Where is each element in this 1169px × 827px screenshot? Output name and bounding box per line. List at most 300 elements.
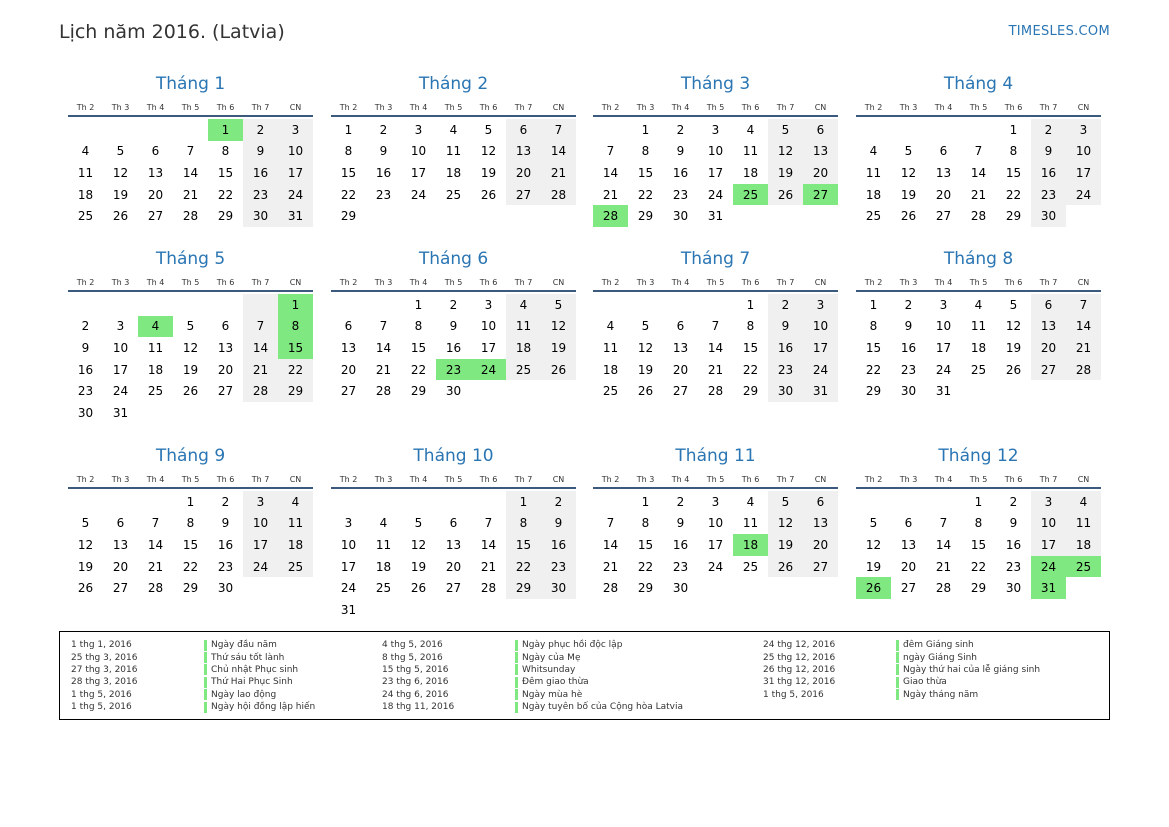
legend-item: [71, 664, 315, 676]
day-cell: 14: [243, 337, 278, 359]
day-cell: 18: [1066, 534, 1101, 556]
day-cell: 11: [1066, 513, 1101, 535]
legend-name: ngày Giáng Sinh: [903, 652, 978, 663]
month-title: Tháng 11: [675, 446, 756, 466]
empty-day-cell: [803, 577, 838, 599]
month-block: [593, 446, 838, 599]
weekday-label: Th 7: [514, 103, 533, 112]
day-cell: 15: [865, 340, 882, 355]
legend-marker: [515, 689, 518, 700]
day-cell: 24: [707, 559, 724, 574]
day-cell: 15: [637, 537, 654, 552]
day-cell: 25: [278, 556, 313, 578]
day-cell: 8: [641, 516, 650, 531]
legend-item: [71, 651, 315, 663]
holiday-day-cell: 26: [856, 577, 891, 599]
day-cell: 9: [221, 516, 230, 531]
day-cell: 11: [278, 513, 313, 535]
day-cell: 29: [742, 384, 759, 399]
day-cell: 17: [112, 362, 129, 377]
legend-marker: [896, 664, 899, 675]
day-cell: 3: [344, 516, 353, 531]
weekday-label: Th 6: [216, 278, 235, 287]
day-cell: 4: [746, 494, 755, 509]
day-cell: 28: [602, 581, 619, 596]
day-cell: 9: [81, 340, 90, 355]
day-cell: 29: [340, 209, 357, 224]
weekday-header: [68, 277, 313, 292]
weekday-label: Th 5: [969, 475, 988, 484]
weekday-label: Th 2: [76, 475, 95, 484]
day-cell: 15: [1005, 165, 1022, 180]
holiday-day-cell: 8: [278, 316, 313, 338]
weekday-label: Th 2: [339, 475, 358, 484]
day-cell: 20: [900, 559, 917, 574]
day-cell: 1: [344, 122, 353, 137]
weekday-label: CN: [814, 278, 827, 287]
day-cell: 11: [445, 144, 462, 159]
day-cell: 6: [1031, 294, 1066, 316]
day-cell: 26: [1005, 362, 1022, 377]
day-cell: 23: [217, 559, 234, 574]
day-grid: [856, 119, 1101, 227]
day-cell: 29: [278, 380, 313, 402]
day-cell: 9: [379, 144, 388, 159]
day-cell: 19: [77, 559, 94, 574]
day-cell: 14: [935, 537, 952, 552]
month-block: [856, 74, 1101, 227]
day-cell: 24: [112, 384, 129, 399]
day-cell: 15: [970, 537, 987, 552]
empty-day-cell: [366, 294, 401, 316]
day-grid: [68, 294, 313, 424]
day-cell: 3: [243, 491, 278, 513]
month-title: Tháng 12: [938, 446, 1019, 466]
day-cell: 27: [445, 581, 462, 596]
weekday-header: [856, 474, 1101, 489]
day-cell: 14: [541, 141, 576, 163]
day-grid: [856, 294, 1101, 402]
brand-link[interactable]: TIMESLES.COM: [1008, 24, 1110, 39]
legend-date: 1 thg 1, 2016: [71, 640, 132, 651]
legend-date: 4 thg 5, 2016: [382, 640, 443, 651]
weekday-header: [856, 277, 1101, 292]
month-title: Tháng 7: [680, 249, 751, 269]
day-cell: 25: [147, 384, 164, 399]
day-cell: 3: [803, 294, 838, 316]
weekday-label: Th 7: [776, 475, 795, 484]
day-cell: 7: [541, 119, 576, 141]
day-cell: 5: [869, 516, 878, 531]
day-cell: 19: [112, 187, 129, 202]
day-cell: 21: [480, 559, 497, 574]
day-cell: 17: [410, 165, 427, 180]
day-cell: 29: [1005, 209, 1022, 224]
day-cell: 12: [541, 316, 576, 338]
day-cell: 27: [900, 581, 917, 596]
day-cell: 21: [182, 187, 199, 202]
day-grid: [68, 491, 313, 599]
weekday-label: Th 5: [181, 278, 200, 287]
legend-item: [382, 651, 683, 663]
empty-day-cell: [68, 491, 103, 513]
legend-name: Whitsunday: [522, 664, 576, 675]
weekday-label: CN: [814, 475, 827, 484]
day-cell: 28: [707, 384, 724, 399]
day-cell: 8: [641, 144, 650, 159]
day-cell: 2: [676, 494, 685, 509]
day-cell: 25: [445, 187, 462, 202]
day-cell: 19: [410, 559, 427, 574]
day-cell: 4: [974, 297, 983, 312]
weekday-label: Th 6: [479, 475, 498, 484]
day-cell: 1: [506, 491, 541, 513]
day-cell: 30: [541, 577, 576, 599]
empty-day-cell: [506, 599, 541, 621]
day-cell: 18: [506, 337, 541, 359]
legend-name: Đêm giao thừa: [522, 677, 589, 688]
empty-day-cell: [698, 577, 733, 599]
day-grid: [593, 294, 838, 402]
day-cell: 23: [672, 187, 689, 202]
weekday-label: Th 7: [1039, 103, 1058, 112]
day-cell: 27: [803, 556, 838, 578]
empty-day-cell: [541, 599, 576, 621]
month-title: Tháng 10: [413, 446, 494, 466]
empty-day-cell: [891, 119, 926, 141]
day-cell: 9: [676, 144, 685, 159]
day-cell: 30: [243, 205, 278, 227]
weekday-label: Th 7: [776, 103, 795, 112]
legend-date: 28 thg 3, 2016: [71, 677, 138, 688]
day-cell: 3: [484, 297, 493, 312]
day-cell: 3: [116, 319, 125, 334]
legend-item: [71, 701, 315, 713]
day-cell: 7: [974, 144, 983, 159]
day-cell: 12: [900, 165, 917, 180]
day-cell: 2: [221, 494, 230, 509]
weekday-label: Th 7: [1039, 475, 1058, 484]
legend-item: [382, 689, 683, 701]
day-cell: 23: [672, 559, 689, 574]
empty-day-cell: [593, 491, 628, 513]
empty-day-cell: [243, 577, 278, 599]
weekday-header: [593, 277, 838, 292]
day-cell: 21: [1066, 337, 1101, 359]
day-cell: 28: [541, 184, 576, 206]
day-cell: 14: [147, 537, 164, 552]
day-cell: 18: [278, 534, 313, 556]
day-cell: 6: [676, 319, 685, 334]
day-cell: 1: [746, 297, 755, 312]
month-block: [856, 446, 1101, 599]
day-cell: 5: [186, 319, 195, 334]
month-title: Tháng 9: [155, 446, 226, 466]
day-cell: 10: [278, 141, 313, 163]
day-cell: 11: [742, 516, 759, 531]
day-cell: 19: [768, 162, 803, 184]
day-cell: 21: [970, 187, 987, 202]
day-cell: 22: [742, 362, 759, 377]
day-cell: 17: [1031, 534, 1066, 556]
legend-item: [763, 689, 1040, 701]
day-cell: 6: [449, 516, 458, 531]
day-cell: 8: [869, 319, 878, 334]
empty-day-cell: [331, 491, 366, 513]
day-cell: 30: [672, 581, 689, 596]
day-cell: 7: [939, 516, 948, 531]
day-cell: 16: [672, 165, 689, 180]
day-cell: 30: [900, 384, 917, 399]
day-cell: 20: [112, 559, 129, 574]
day-grid: [331, 119, 576, 227]
day-cell: 26: [480, 187, 497, 202]
day-cell: 4: [506, 294, 541, 316]
day-cell: 12: [768, 141, 803, 163]
day-cell: 24: [707, 187, 724, 202]
day-cell: 29: [506, 577, 541, 599]
day-cell: 20: [217, 362, 234, 377]
day-cell: 4: [869, 144, 878, 159]
weekday-label: Th 6: [741, 475, 760, 484]
empty-day-cell: [663, 294, 698, 316]
day-cell: 13: [217, 340, 234, 355]
day-cell: 29: [637, 581, 654, 596]
day-cell: 9: [449, 319, 458, 334]
day-cell: 8: [344, 144, 353, 159]
weekday-label: CN: [552, 103, 565, 112]
day-cell: 6: [939, 144, 948, 159]
day-cell: 5: [904, 144, 913, 159]
day-cell: 18: [970, 340, 987, 355]
day-cell: 4: [449, 122, 458, 137]
holiday-day-cell: 18: [733, 534, 768, 556]
day-cell: 25: [865, 209, 882, 224]
legend-marker: [515, 664, 518, 675]
day-cell: 25: [375, 581, 392, 596]
day-cell: 28: [935, 581, 952, 596]
weekday-label: CN: [1077, 475, 1090, 484]
weekday-label: Th 6: [741, 103, 760, 112]
weekday-label: Th 5: [181, 475, 200, 484]
day-cell: 1: [974, 494, 983, 509]
empty-day-cell: [138, 402, 173, 424]
month-title: Tháng 2: [418, 74, 489, 94]
legend-marker: [515, 702, 518, 713]
day-cell: 6: [151, 144, 160, 159]
empty-day-cell: [733, 205, 768, 227]
day-cell: 30: [77, 405, 94, 420]
weekday-label: Th 2: [76, 103, 95, 112]
day-cell: 29: [970, 581, 987, 596]
weekday-label: Th 4: [671, 475, 690, 484]
empty-day-cell: [891, 491, 926, 513]
day-cell: 28: [970, 209, 987, 224]
day-cell: 18: [742, 165, 759, 180]
weekday-label: CN: [552, 278, 565, 287]
empty-day-cell: [541, 380, 576, 402]
day-cell: 28: [480, 581, 497, 596]
day-cell: 21: [602, 187, 619, 202]
weekday-label: Th 5: [444, 278, 463, 287]
weekday-label: Th 7: [776, 278, 795, 287]
day-cell: 3: [711, 494, 720, 509]
day-cell: 16: [243, 162, 278, 184]
day-cell: 23: [243, 184, 278, 206]
day-cell: 16: [900, 340, 917, 355]
day-cell: 26: [112, 209, 129, 224]
day-cell: 22: [340, 187, 357, 202]
day-cell: 12: [182, 340, 199, 355]
day-cell: 25: [742, 559, 759, 574]
legend-column: [71, 639, 315, 713]
day-cell: 28: [375, 384, 392, 399]
weekday-label: Th 2: [339, 278, 358, 287]
weekday-label: Th 5: [706, 475, 725, 484]
empty-day-cell: [593, 294, 628, 316]
weekday-label: Th 4: [671, 103, 690, 112]
day-cell: 13: [340, 340, 357, 355]
day-cell: 13: [1031, 316, 1066, 338]
day-cell: 22: [1005, 187, 1022, 202]
weekday-label: Th 3: [636, 475, 655, 484]
day-cell: 11: [865, 165, 882, 180]
weekday-label: CN: [289, 103, 302, 112]
legend-marker: [896, 677, 899, 688]
weekday-label: Th 3: [636, 278, 655, 287]
weekday-header: [593, 102, 838, 117]
day-cell: 13: [803, 141, 838, 163]
month-title: Tháng 6: [418, 249, 489, 269]
day-cell: 1: [869, 297, 878, 312]
day-cell: 12: [480, 144, 497, 159]
day-cell: 11: [77, 165, 94, 180]
day-cell: 8: [506, 513, 541, 535]
day-cell: 5: [484, 122, 493, 137]
day-cell: 8: [974, 516, 983, 531]
legend-item: [71, 639, 315, 651]
day-cell: 8: [186, 516, 195, 531]
day-cell: 13: [900, 537, 917, 552]
day-cell: 16: [77, 362, 94, 377]
month-block: [593, 74, 838, 227]
legend-marker: [204, 652, 207, 663]
legend-date: 24 thg 6, 2016: [382, 689, 449, 700]
day-cell: 12: [112, 165, 129, 180]
weekday-label: Th 5: [181, 103, 200, 112]
weekday-label: Th 3: [374, 278, 393, 287]
empty-day-cell: [733, 577, 768, 599]
day-cell: 22: [865, 362, 882, 377]
weekday-label: Th 6: [1004, 103, 1023, 112]
weekday-label: Th 2: [339, 103, 358, 112]
weekday-label: CN: [289, 278, 302, 287]
day-cell: 16: [1005, 537, 1022, 552]
day-cell: 12: [1005, 319, 1022, 334]
day-cell: 8: [414, 319, 423, 334]
day-cell: 15: [340, 165, 357, 180]
weekday-header: [593, 474, 838, 489]
day-cell: 23: [1031, 184, 1066, 206]
day-cell: 16: [541, 534, 576, 556]
legend-marker: [204, 689, 207, 700]
day-cell: 22: [970, 559, 987, 574]
day-cell: 16: [672, 537, 689, 552]
day-cell: 18: [147, 362, 164, 377]
day-cell: 13: [445, 537, 462, 552]
day-cell: 27: [506, 184, 541, 206]
day-cell: 17: [278, 162, 313, 184]
day-cell: 7: [484, 516, 493, 531]
day-cell: 20: [935, 187, 952, 202]
legend-name: Ngày thứ hai của lễ giáng sinh: [903, 664, 1041, 675]
day-cell: 14: [707, 340, 724, 355]
day-cell: 10: [803, 316, 838, 338]
day-cell: 30: [672, 209, 689, 224]
day-cell: 30: [1005, 581, 1022, 596]
day-cell: 26: [182, 384, 199, 399]
empty-day-cell: [436, 205, 471, 227]
day-cell: 9: [1009, 516, 1018, 531]
weekday-label: CN: [552, 475, 565, 484]
month-block: [68, 74, 313, 227]
day-cell: 1: [641, 494, 650, 509]
weekday-label: Th 3: [111, 278, 130, 287]
weekday-label: Th 2: [601, 103, 620, 112]
day-cell: 20: [672, 362, 689, 377]
legend-date: 26 thg 12, 2016: [763, 664, 836, 675]
month-block: [593, 249, 838, 402]
day-cell: 20: [803, 534, 838, 556]
day-cell: 10: [480, 319, 497, 334]
empty-day-cell: [401, 205, 436, 227]
weekday-label: Th 5: [969, 278, 988, 287]
day-cell: 1: [186, 494, 195, 509]
day-cell: 22: [182, 559, 199, 574]
legend-date: 1 thg 5, 2016: [71, 702, 132, 713]
day-cell: 5: [1009, 297, 1018, 312]
day-cell: 26: [768, 556, 803, 578]
day-cell: 22: [410, 362, 427, 377]
day-cell: 20: [445, 559, 462, 574]
day-cell: 3: [711, 122, 720, 137]
empty-day-cell: [173, 119, 208, 141]
legend-name: Ngày đầu năm: [211, 640, 277, 651]
day-cell: 21: [375, 362, 392, 377]
weekday-label: Th 2: [864, 103, 883, 112]
day-cell: 23: [541, 556, 576, 578]
day-cell: 9: [904, 319, 913, 334]
weekday-label: Th 7: [514, 278, 533, 287]
day-cell: 24: [243, 556, 278, 578]
day-cell: 25: [77, 209, 94, 224]
weekday-label: Th 4: [409, 278, 428, 287]
weekday-label: Th 6: [216, 475, 235, 484]
day-cell: 8: [1009, 144, 1018, 159]
day-cell: 5: [641, 319, 650, 334]
day-cell: 10: [707, 144, 724, 159]
weekday-label: Th 4: [409, 475, 428, 484]
empty-day-cell: [506, 380, 541, 402]
day-cell: 18: [865, 187, 882, 202]
weekday-header: [68, 474, 313, 489]
day-cell: 26: [410, 581, 427, 596]
empty-day-cell: [996, 380, 1031, 402]
day-cell: 24: [803, 359, 838, 381]
day-cell: 31: [112, 405, 129, 420]
day-cell: 30: [445, 384, 462, 399]
day-cell: 22: [506, 556, 541, 578]
